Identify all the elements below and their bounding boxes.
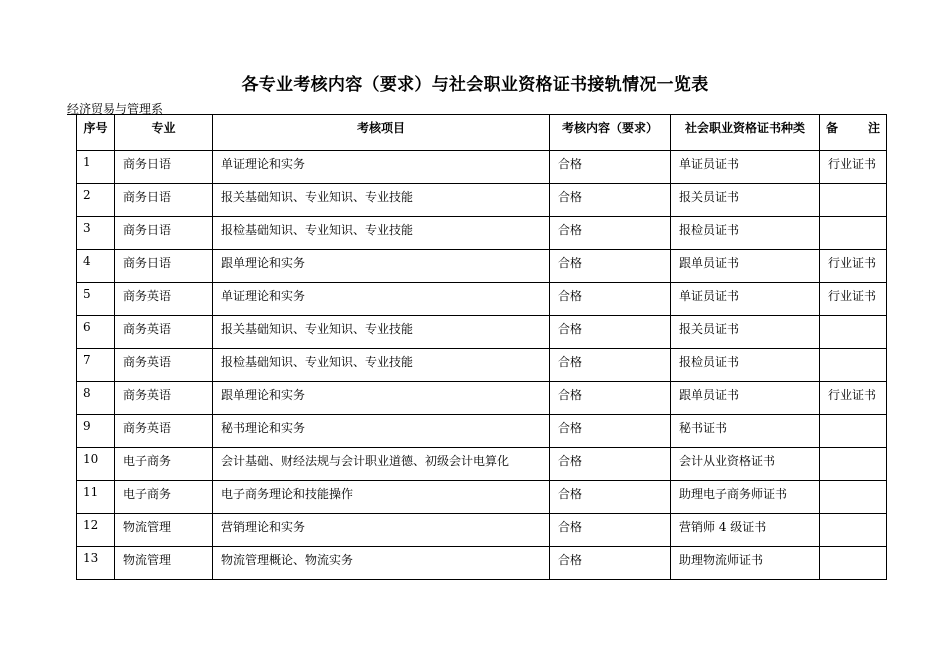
cell-content: 合格 [550, 514, 671, 547]
cell-content: 合格 [550, 316, 671, 349]
cell-no: 4 [77, 250, 115, 283]
cell-remark [820, 514, 887, 547]
table-row [77, 217, 887, 250]
cell-item: 会计基础、财经法规与会计职业道德、初级会计电算化 [213, 448, 550, 481]
cell-cert: 秘书证书 [671, 415, 820, 448]
cell-cert: 营销师 4 级证书 [671, 514, 820, 547]
cell-content: 合格 [550, 547, 671, 580]
table-row [77, 448, 887, 481]
cell-cert: 单证员证书 [671, 283, 820, 316]
cell-cert: 跟单员证书 [671, 250, 820, 283]
cell-item: 电子商务理论和技能操作 [213, 481, 550, 514]
cell-item: 报关基础知识、专业知识、专业技能 [213, 184, 550, 217]
cell-content: 合格 [550, 283, 671, 316]
cell-major: 商务英语 [115, 283, 213, 316]
cell-item: 报检基础知识、专业知识、专业技能 [213, 217, 550, 250]
cell-item: 跟单理论和实务 [213, 382, 550, 415]
cell-cert: 跟单员证书 [671, 382, 820, 415]
cell-major: 商务日语 [115, 217, 213, 250]
cell-remark: 行业证书 [820, 283, 887, 316]
table-row [77, 283, 887, 316]
cell-remark [820, 316, 887, 349]
cell-major: 商务英语 [115, 316, 213, 349]
cell-no: 1 [77, 151, 115, 184]
cell-major: 商务英语 [115, 382, 213, 415]
table-row [77, 382, 887, 415]
certificate-table [76, 114, 887, 580]
cell-item: 报关基础知识、专业知识、专业技能 [213, 316, 550, 349]
cell-major: 商务日语 [115, 184, 213, 217]
cell-major: 物流管理 [115, 514, 213, 547]
cell-item: 跟单理论和实务 [213, 250, 550, 283]
cell-item: 报检基础知识、专业知识、专业技能 [213, 349, 550, 382]
document-title: 各专业考核内容（要求）与社会职业资格证书接轨情况一览表 [241, 75, 709, 95]
cell-major: 商务日语 [115, 250, 213, 283]
cell-major: 电子商务 [115, 448, 213, 481]
header-no: 序号 [77, 115, 115, 151]
cell-cert: 报关员证书 [671, 184, 820, 217]
header-remark-2: 注 [867, 121, 880, 135]
cell-no: 7 [77, 349, 115, 382]
table-row [77, 481, 887, 514]
cell-no: 2 [77, 184, 115, 217]
table-body [77, 151, 887, 580]
cell-remark [820, 448, 887, 481]
cell-no: 6 [77, 316, 115, 349]
cell-cert: 报关员证书 [671, 316, 820, 349]
cell-cert: 助理物流师证书 [671, 547, 820, 580]
cell-cert: 会计从业资格证书 [671, 448, 820, 481]
cell-content: 合格 [550, 415, 671, 448]
cell-content: 合格 [550, 382, 671, 415]
cell-major: 商务日语 [115, 151, 213, 184]
cell-major: 商务英语 [115, 349, 213, 382]
table-row [77, 316, 887, 349]
cell-no: 12 [77, 514, 115, 547]
cell-cert: 单证员证书 [671, 151, 820, 184]
cell-no: 11 [77, 481, 115, 514]
table-row [77, 547, 887, 580]
cell-remark [820, 415, 887, 448]
cell-content: 合格 [550, 184, 671, 217]
cell-no: 3 [77, 217, 115, 250]
cell-item: 营销理论和实务 [213, 514, 550, 547]
cell-remark: 行业证书 [820, 382, 887, 415]
header-major: 专业 [115, 115, 213, 151]
cell-content: 合格 [550, 349, 671, 382]
table-row [77, 151, 887, 184]
table-row [77, 415, 887, 448]
cell-content: 合格 [550, 448, 671, 481]
cell-cert: 助理电子商务师证书 [671, 481, 820, 514]
header-content: 考核内容（要求） [550, 115, 671, 151]
cell-remark [820, 184, 887, 217]
cell-content: 合格 [550, 151, 671, 184]
cell-no: 13 [77, 547, 115, 580]
cell-remark [820, 349, 887, 382]
table-header-row [77, 115, 887, 151]
table-row [77, 514, 887, 547]
cell-major: 物流管理 [115, 547, 213, 580]
cell-remark: 行业证书 [820, 250, 887, 283]
table-row [77, 250, 887, 283]
cell-remark: 行业证书 [820, 151, 887, 184]
header-cert: 社会职业资格证书种类 [671, 115, 820, 151]
cell-item: 秘书理论和实务 [213, 415, 550, 448]
cell-cert: 报检员证书 [671, 349, 820, 382]
table-row [77, 184, 887, 217]
cell-item: 单证理论和实务 [213, 151, 550, 184]
cell-no: 10 [77, 448, 115, 481]
cell-cert: 报检员证书 [671, 217, 820, 250]
cell-no: 5 [77, 283, 115, 316]
cell-item: 单证理论和实务 [213, 283, 550, 316]
header-remark-1: 备 [826, 121, 839, 135]
department-label: 经济贸易与管理系 [67, 102, 164, 116]
cell-content: 合格 [550, 481, 671, 514]
header-remark [820, 115, 887, 151]
cell-no: 8 [77, 382, 115, 415]
header-item: 考核项目 [213, 115, 550, 151]
table-row [77, 349, 887, 382]
cell-content: 合格 [550, 250, 671, 283]
cell-remark [820, 547, 887, 580]
cell-remark [820, 217, 887, 250]
cell-item: 物流管理概论、物流实务 [213, 547, 550, 580]
cell-remark [820, 481, 887, 514]
cell-content: 合格 [550, 217, 671, 250]
cell-major: 商务英语 [115, 415, 213, 448]
cell-major: 电子商务 [115, 481, 213, 514]
cell-no: 9 [77, 415, 115, 448]
